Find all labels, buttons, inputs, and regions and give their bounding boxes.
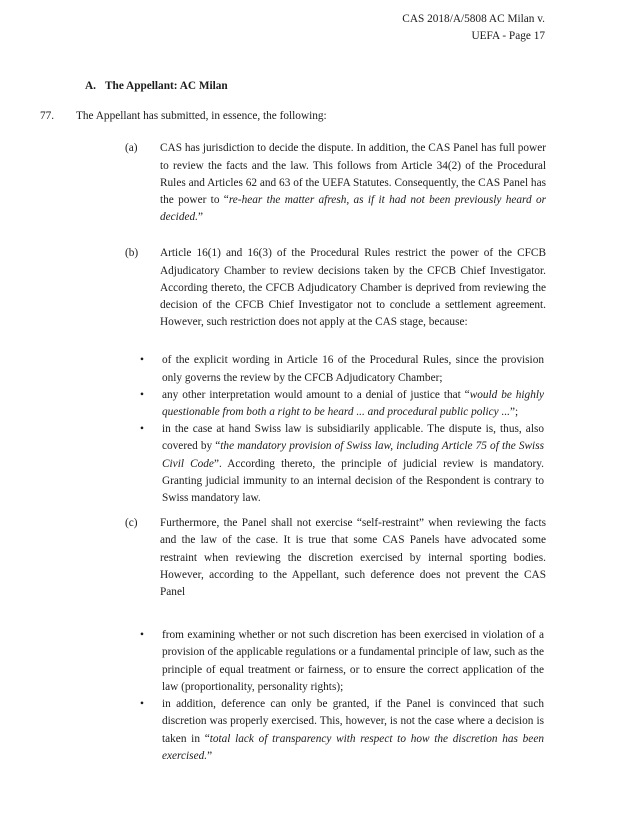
- document-body: [0, 78, 618, 765]
- bullet-item: [140, 352, 618, 386]
- section-title: The Appellant: AC Milan: [105, 80, 228, 92]
- bullet-text: of the explicit wording in Article 16 of the Procedural Rules, since the provision only governs the review by the CFCB Adjudicatory Chamber;: [162, 354, 544, 384]
- item-label: (c): [125, 517, 138, 530]
- bullet-list-c: [140, 627, 618, 765]
- item-text: CAS has jurisdiction to decide the dispute. In addition, the CAS Panel has full power to review the facts and the law. This follows from Article 34(2) of the Procedural Rules and Articles 62 and 63 of the UEFA Statutes. Consequently, the CAS Panel has the power to “re-hear the matter afresh, as if it had not been previously heard or decided.”: [160, 142, 547, 224]
- bullet-marker-icon: •: [140, 698, 144, 711]
- list-item-a: [125, 140, 618, 226]
- bullet-marker-icon: •: [140, 423, 144, 436]
- bullet-text: in the case at hand Swiss law is subsidiarily applicable. The dispute is, thus, also covered by “the mandatory provision of Swiss law, including Article 75 of the Swiss Civil Code”. According thereto, the principle of judicial review is mandatory. Granting judicial immunity to an internal decision of the Respondent is contrary to Swiss mandatory law.: [162, 423, 544, 505]
- item-label: (a): [125, 142, 138, 155]
- bullet-item: [140, 627, 618, 696]
- bullet-text: any other interpretation would amount to a denial of justice that “would be highly questionable from both a right to be heard ... and procedural public policy ...”;: [162, 388, 545, 419]
- paragraph-77: [40, 108, 618, 125]
- bullet-item: [140, 421, 618, 507]
- page-header: [402, 11, 545, 45]
- item-text: Furthermore, the Panel shall not exercise “self-restraint” when reviewing the facts and the law of the case. It is true that some CAS Panels have advocated some restraint when reviewing the discretion exercised by internal sporting bodies. However, according to the Appellant, such deference does not prevent the CAS Panel: [160, 517, 546, 599]
- section-label: A.: [85, 80, 96, 92]
- bullet-text: from examining whether or not such discretion has been exercised in violation of a provision of the applicable regulations or a fundamental principle of law, such as the principle of equal treatment or fairness, or to ensure the correct application of the law (proportionality, personality rights);: [162, 629, 544, 693]
- item-label: (b): [125, 247, 139, 260]
- section-heading: [85, 78, 618, 95]
- bullet-item: [140, 387, 618, 421]
- bullet-marker-icon: •: [140, 354, 144, 367]
- bullet-marker-icon: •: [140, 388, 144, 401]
- bullet-list-b: [140, 352, 618, 507]
- bullet-item: [140, 696, 618, 765]
- bullet-text: in addition, deference can only be granted, if the Panel is convinced that such discretion was properly exercised. This, however, is not the case where a decision is taken in “total lack of transparency with respect to how the discretion has been exercised.”: [162, 698, 544, 762]
- item-text: Article 16(1) and 16(3) of the Procedural Rules restrict the power of the CFCB Adjudicatory Chamber to review decisions taken by the CFCB Chief Investigator. According thereto, the CFCB Adjudicatory Chamber is deprived from reviewing the decision of the CFCB Chief Investigator not to conclude a settlement agreement. However, such restriction does not apply at the CAS stage, because:: [160, 247, 546, 329]
- list-item-c: [125, 515, 618, 601]
- list-item-b: [125, 245, 618, 331]
- paragraph-text: The Appellant has submitted, in essence, the following:: [76, 110, 327, 123]
- bullet-marker-icon: •: [140, 629, 144, 642]
- header-case-reference: CAS 2018/A/5808 AC Milan v.: [402, 13, 545, 25]
- paragraph-number: 77.: [40, 110, 55, 123]
- header-page-number: UEFA - Page 17: [471, 30, 545, 43]
